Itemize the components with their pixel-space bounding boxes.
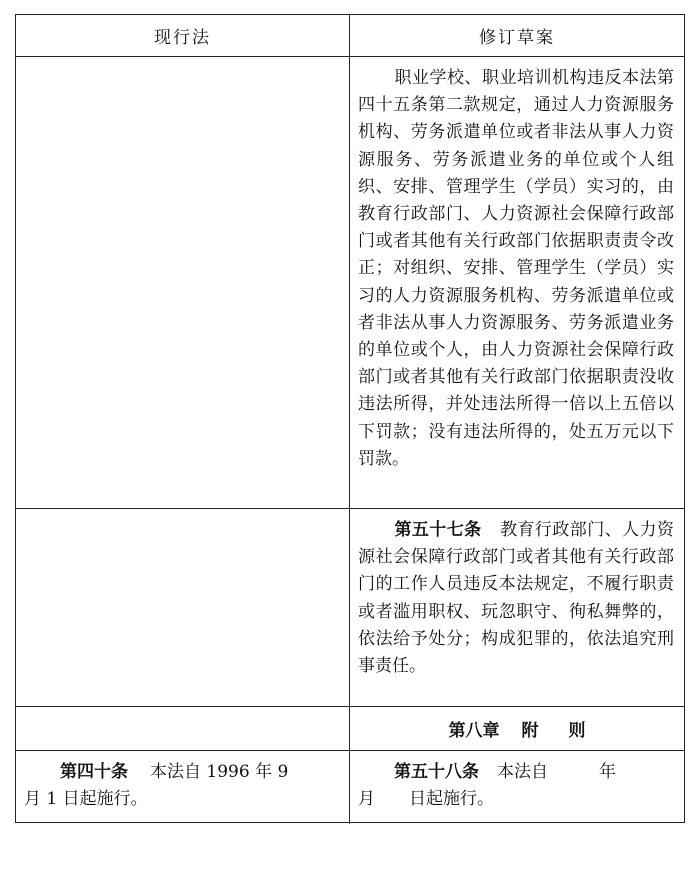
table-header-row	[16, 15, 684, 57]
revised-draft-text	[358, 65, 674, 473]
paragraph-text: 职业学校、职业培训机构违反本法第四十五条第二款规定，通过人力资源服务机构、劳务派遣单位或者非法从事人力资源服务、劳务派遣业务的单位或个人组织、安排、管理学生（学员）实习的，由教育行政部门、人力资源社会保障行政部门或者其他有关行政部门依据职责责令改正；对组织、安排、管理学生（学员）实习的人力资源服务机构、劳务派遣单位或者非法从事人力资源服务、劳务派遣业务的单位或个人，由人力资源社会保障行政部门或者其他有关行政部门依据职责没收违法所得，并处违法所得一倍以上五倍以下罚款；没有违法所得的，处五万元以下罚款。	[358, 68, 674, 469]
current-law-text	[24, 759, 339, 813]
table-row	[16, 751, 684, 824]
revised-draft-cell	[350, 57, 684, 508]
revised-draft-text	[358, 517, 674, 680]
current-law-cell	[16, 707, 350, 750]
header-current-law: 现行法	[16, 15, 350, 56]
article-text-line-2: 月 日起施行。	[358, 789, 494, 810]
current-law-cell	[16, 509, 350, 706]
chapter-title-char-2: 则	[568, 721, 586, 741]
header-revised-draft: 修订草案	[479, 28, 555, 48]
chapter-number: 第八章	[448, 721, 500, 741]
revised-draft-text	[358, 759, 674, 813]
revised-draft-cell	[350, 509, 684, 706]
current-law-cell	[16, 57, 350, 508]
article-number: 第五十八条	[394, 762, 479, 782]
table-row	[16, 509, 684, 707]
article-number: 第五十七条	[394, 520, 482, 540]
article-number: 第四十条	[60, 762, 128, 782]
chapter-title-char-1: 附	[521, 721, 539, 741]
chapter-heading	[350, 707, 684, 750]
article-text-line-2: 月 1 日起施行。	[24, 789, 148, 810]
current-law-cell	[16, 751, 350, 824]
paragraph-text: 教育行政部门、人力资源社会保障行政部门或者其他有关行政部门的工作人员违反本法规定，不履行职责或者滥用职权、玩忽职守、徇私舞弊的，依法给予处分；构成犯罪的，依法追究刑事责任。	[358, 520, 674, 677]
revised-draft-cell	[350, 751, 684, 824]
comparison-table	[15, 14, 685, 823]
table-row	[16, 57, 684, 509]
table-row	[16, 707, 684, 751]
chapter-heading-cell	[350, 707, 684, 750]
article-text-line-1: 本法自 年	[497, 762, 616, 782]
article-text-line-1: 本法自 1996 年 9	[150, 762, 289, 782]
